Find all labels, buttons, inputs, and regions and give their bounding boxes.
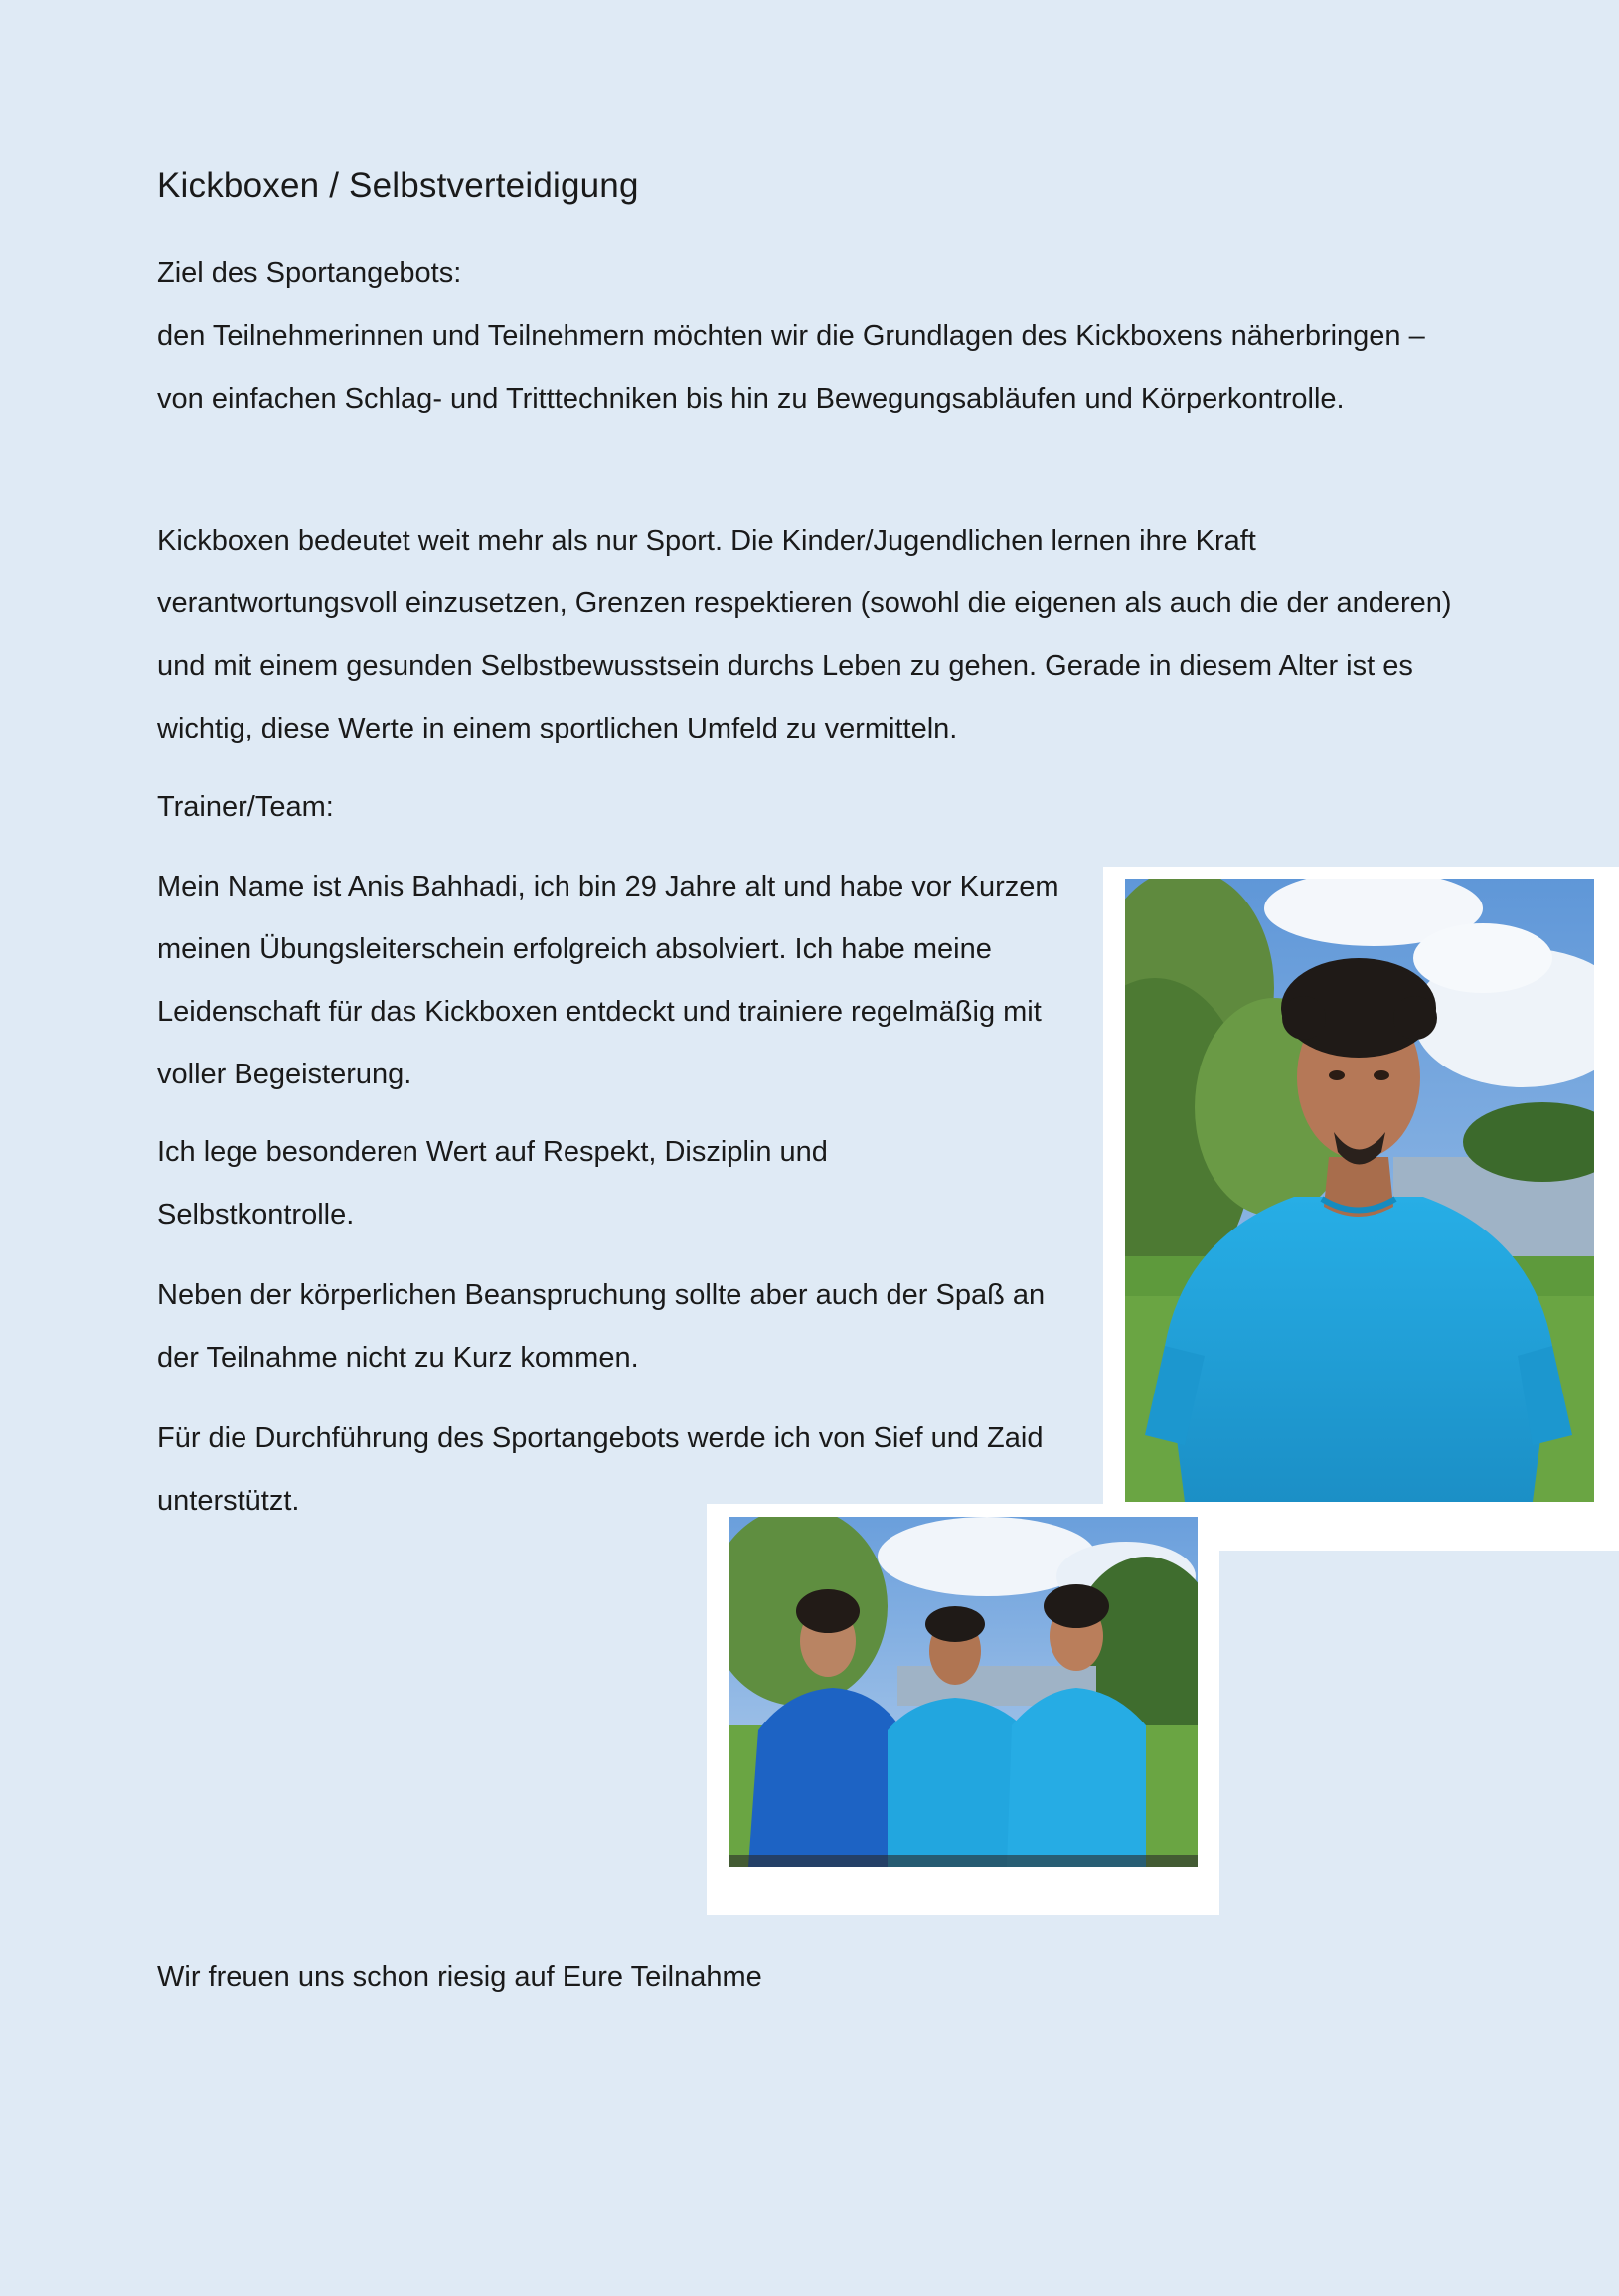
values-paragraph: Kickboxen bedeutet weit mehr als nur Sport. Die Kinder/Jugendlichen lernen ihre Kraft verantwortungsvoll einzusetzen, Grenzen respektieren (sowohl die eigenen als auch die der anderen) und mit einem gesunden Selbstbewusstsein durchs Leben zu gehen. Gerade in diesem Alter ist es wichtig, diese Werte in einem sportlichen Umfeld zu vermitteln.	[157, 525, 1452, 744]
team-group-photo	[707, 1504, 1219, 1915]
group-illustration	[729, 1517, 1198, 1867]
goal-section	[157, 243, 1479, 430]
portrait-illustration	[1125, 879, 1594, 1502]
principles-paragraph: Ich lege besonderen Wert auf Respekt, Disziplin und Selbstkontrolle.	[157, 1136, 828, 1230]
trainer-label: Trainer/Team:	[157, 791, 334, 823]
closing-line	[157, 1946, 1151, 2009]
trainer-portrait-photo	[1103, 867, 1619, 1551]
fun-section	[157, 1264, 1081, 1390]
document-title: Kickboxen / Selbstverteidigung	[157, 166, 639, 205]
fun-paragraph: Neben der körperlichen Beanspruchung sollte aber auch der Spaß an der Teilnahme nicht zu Kurz kommen.	[157, 1279, 1046, 1374]
bio-paragraph: Mein Name ist Anis Bahhadi, ich bin 29 Jahre alt und habe vor Kurzem meinen Übungsleiterschein erfolgreich absolviert. Ich habe meine Leidenschaft für das Kickboxen entdeckt und trainiere regelmäßig mit voller Begeisterung.	[157, 871, 1059, 1090]
principles-section	[157, 1121, 1012, 1246]
goal-text: den Teilnehmerinnen und Teilnehmern möchten wir die Grundlagen des Kickboxens näherbringen – von einfachen Schlag- und Tritttechniken bis hin zu Bewegungsabläufen und Körperkontrolle.	[157, 320, 1425, 414]
closing-text: Wir freuen uns schon riesig auf Eure Teilnahme	[157, 1961, 762, 1993]
team-group-image	[729, 1517, 1198, 1867]
trainer-portrait-image	[1125, 879, 1594, 1502]
trainer-label-section	[157, 776, 753, 839]
values-section	[157, 510, 1479, 760]
bio-section	[157, 856, 1081, 1106]
support-paragraph: Für die Durchführung des Sportangebots werde ich von Sief und Zaid unterstützt.	[157, 1422, 1044, 1517]
goal-heading: Ziel des Sportangebots:	[157, 257, 462, 289]
